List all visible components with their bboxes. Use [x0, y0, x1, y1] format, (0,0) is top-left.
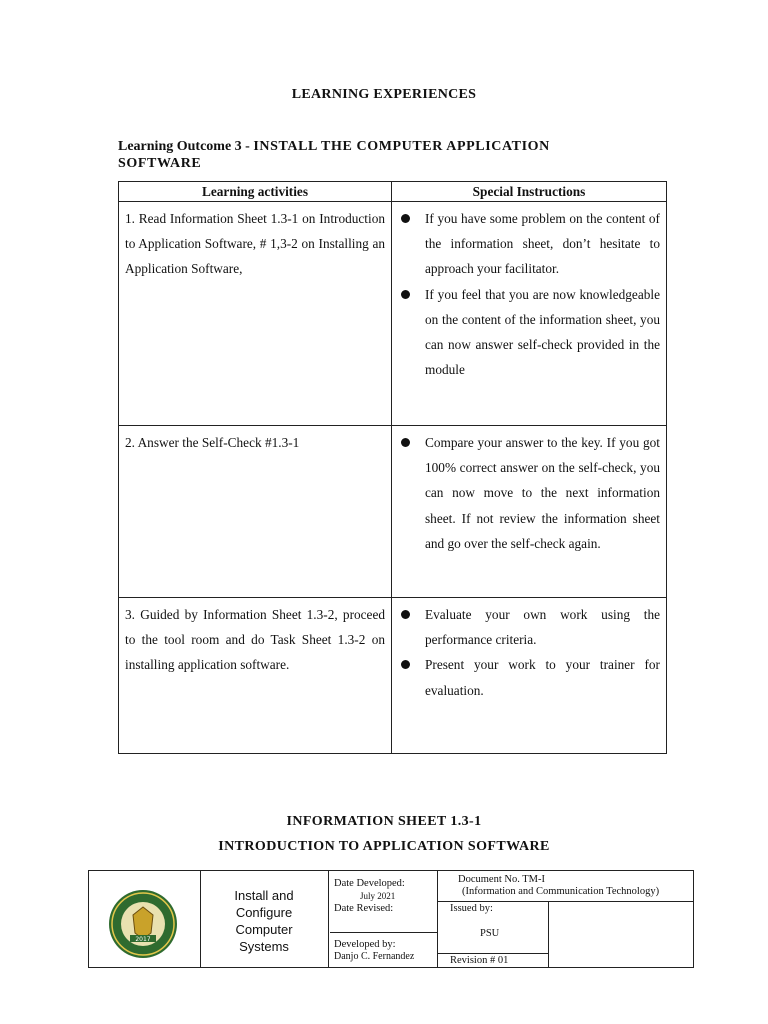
- instruction-text: If you have some problem on the content of the information sheet, don’t hesitate to approach your facilitator.: [425, 211, 660, 277]
- document-description: (Information and Communication Technology): [462, 886, 660, 897]
- instruction-item: [398, 206, 660, 282]
- developed-by-value: Danjo C. Fernandez: [334, 951, 415, 962]
- instructions-list: [398, 430, 660, 556]
- institution-seal-icon: [108, 889, 178, 959]
- date-developed-value: July 2021: [360, 891, 396, 901]
- instruction-text: Present your work to your trainer for evaluation.: [425, 657, 660, 698]
- learning-outcome-heading: [118, 138, 598, 172]
- bullet-icon: [401, 438, 410, 447]
- activity-text: 2. Answer the Self-Check #1.3-1: [125, 435, 300, 450]
- instruction-item: [398, 602, 660, 652]
- bullet-icon: [401, 214, 410, 223]
- page-title: LEARNING EXPERIENCES: [291, 87, 477, 102]
- instruction-text: Compare your answer to the key. If you got 100% correct answer on the self-check, you can now move to the next information sheet. If not review the information sheet and go over the self-check again.: [425, 435, 660, 551]
- activity-cell: [119, 202, 392, 426]
- revision-number: Revision # 01: [450, 955, 509, 966]
- learning-activities-table: [118, 181, 667, 754]
- column-header-activities: Learning activities: [119, 182, 392, 202]
- instructions-cell: [392, 202, 667, 426]
- activity-cell: [119, 426, 392, 598]
- issued-by-cell: [438, 901, 549, 967]
- column-header-instructions: Special Instructions: [392, 182, 667, 202]
- issued-by-value: PSU: [480, 928, 500, 939]
- instruction-text: Evaluate your own work using the performance criteria.: [425, 607, 660, 648]
- bullet-icon: [401, 660, 410, 669]
- information-sheet-title: INFORMATION SHEET 1.3-1: [286, 814, 482, 829]
- table-header-row: [119, 182, 667, 202]
- activity-text: 1. Read Information Sheet 1.3-1 on Introduction to Application Software, # 1,3-2 on Installing an Application Software,: [125, 211, 385, 277]
- footer-logo-cell: [89, 871, 201, 967]
- learning-outcome-text: INSTALL THE COMPUTER APPLICATION SOFTWARE: [118, 139, 550, 171]
- bullet-icon: [401, 610, 410, 619]
- document-number-cell: [438, 871, 693, 902]
- table-row: [119, 202, 667, 426]
- document-number: Document No. TM-I: [458, 874, 545, 885]
- activity-cell: [119, 598, 392, 754]
- table-row: [119, 426, 667, 598]
- developed-by-label: Developed by:: [334, 939, 396, 950]
- course-title-line: Systems: [239, 939, 289, 954]
- footer-dates-cell: [330, 871, 438, 967]
- issued-by-label: Issued by:: [450, 903, 493, 914]
- logo-year: 2017: [135, 936, 151, 943]
- instructions-cell: [392, 598, 667, 754]
- instructions-list: [398, 602, 660, 703]
- table-row: [119, 598, 667, 754]
- date-box: [330, 871, 437, 933]
- instruction-item: [398, 430, 660, 556]
- date-developed-label: Date Developed:: [334, 878, 405, 889]
- course-title-line: Computer: [235, 922, 293, 937]
- course-title-line: Install and: [234, 888, 294, 903]
- document-footer: [88, 870, 694, 968]
- course-title-line: Configure: [235, 905, 293, 920]
- instructions-cell: [392, 426, 667, 598]
- instruction-text: If you feel that you are now knowledgeable on the content of the information sheet, you can now answer self-check provided in the module: [425, 286, 660, 378]
- instruction-item: [398, 282, 660, 383]
- instructions-list: [398, 206, 660, 382]
- date-revised-label: Date Revised:: [334, 903, 394, 914]
- information-sheet-subtitle: INTRODUCTION TO APPLICATION SOFTWARE: [218, 839, 550, 854]
- footer-course-title: [200, 871, 329, 967]
- learning-outcome-label: Learning Outcome 3 -: [118, 139, 254, 154]
- instruction-item: [398, 652, 660, 702]
- bullet-icon: [401, 290, 410, 299]
- activity-text: 3. Guided by Information Sheet 1.3-2, proceed to the tool room and do Task Sheet 1.3-2 on installing application software.: [125, 607, 385, 673]
- revision-divider: [438, 953, 548, 954]
